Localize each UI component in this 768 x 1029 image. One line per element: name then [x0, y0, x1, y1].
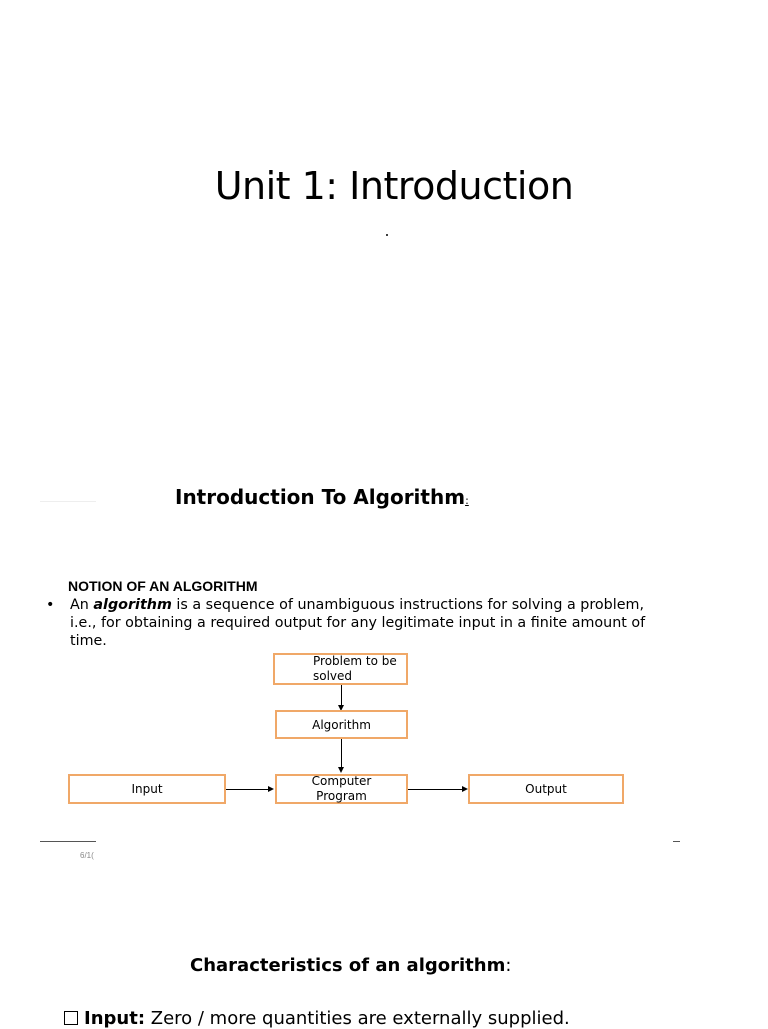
section-heading — [175, 485, 469, 509]
bullet-icon: • — [46, 597, 55, 613]
problem-box-label: Problem to be solved — [313, 654, 397, 683]
input-box-label: Input — [131, 782, 163, 796]
definition-emphasis: algorithm — [93, 597, 172, 613]
characteristic-item — [64, 1008, 570, 1029]
header-rule — [40, 501, 96, 502]
output-box-label: Output — [525, 782, 567, 796]
definition-text — [70, 596, 666, 650]
footer-date: 6/1( — [80, 851, 94, 860]
problem-box — [273, 653, 408, 685]
arrow-algorithm-to-program — [341, 739, 342, 768]
arrow-input-to-program — [226, 789, 269, 790]
footer-rule — [40, 841, 96, 842]
section-heading-trail: : — [465, 494, 469, 507]
characteristic-text: Zero / more quantities are externally supplied. — [145, 1008, 570, 1029]
algorithm-box — [275, 710, 408, 739]
definition-prefix: An — [70, 597, 94, 613]
section-heading-text: Introduction To Algorithm — [175, 485, 466, 509]
characteristics-heading-colon: : — [505, 955, 512, 976]
program-box — [275, 774, 408, 804]
program-box-label: Computer Program — [311, 774, 372, 803]
notion-heading: NOTION OF AN ALGORITHM — [68, 578, 258, 594]
definition-rest: is a sequence of unambiguous instructions for solving a problem, i.e., for obtaining a required output for any legitimate input in a finite amount of time. — [70, 597, 646, 649]
characteristics-heading — [190, 955, 511, 976]
arrow-problem-to-algorithm — [341, 685, 342, 706]
slide-dot — [386, 234, 388, 236]
definition-bullet — [46, 596, 666, 650]
output-box — [468, 774, 624, 804]
input-box — [68, 774, 226, 804]
slide-title: Unit 1: Introduction — [214, 164, 574, 208]
characteristic-label: Input: — [84, 1008, 146, 1029]
algorithm-box-label: Algorithm — [312, 717, 371, 732]
checkbox-icon — [64, 1011, 78, 1025]
characteristics-heading-text: Characteristics of an algorithm — [190, 955, 506, 976]
footer-dash — [673, 841, 680, 842]
arrow-program-to-output — [408, 789, 463, 790]
